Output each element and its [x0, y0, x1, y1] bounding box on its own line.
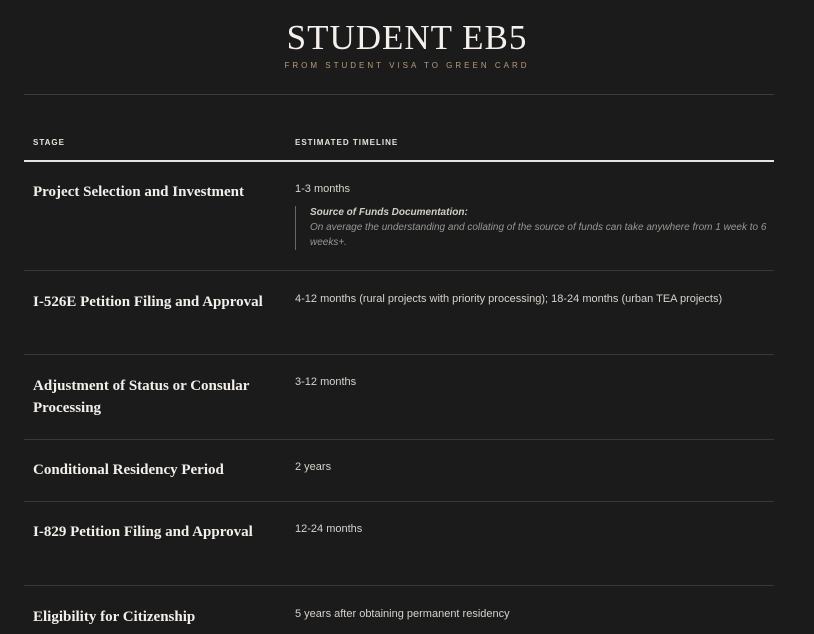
stage-name: I-526E Petition Filing and Approval — [33, 294, 263, 310]
funds-note — [295, 206, 780, 250]
stage-name: Adjustment of Status or Consular Processing — [33, 378, 250, 416]
timeline-value: 5 years after obtaining permanent residency — [295, 608, 510, 620]
timeline-value: 3-12 months — [295, 376, 357, 388]
table-row — [24, 355, 774, 439]
timeline-value: 1-3 months — [295, 183, 351, 195]
stage-name: Eligibility for Citizenship — [33, 609, 196, 625]
page-title: STUDENT EB5 — [286, 18, 528, 57]
stage-name: Project Selection and Investment — [33, 184, 244, 200]
page-subtitle: FROM STUDENT VISA TO GREEN CARD — [284, 61, 530, 70]
table-row — [24, 586, 774, 634]
header-divider — [24, 94, 774, 95]
column-header-stage: STAGE — [33, 138, 65, 147]
table-row — [24, 162, 774, 270]
table-row — [24, 502, 774, 585]
stage-name: Conditional Residency Period — [33, 462, 224, 478]
timeline-value: 2 years — [295, 461, 332, 473]
table-row — [24, 271, 774, 354]
stage-name: I-829 Petition Filing and Approval — [33, 524, 253, 540]
timeline-value: 4-12 months (rural projects with priority processing); 18-24 months (urban TEA projects) — [295, 293, 723, 305]
timeline-value: 12-24 months — [295, 523, 363, 535]
column-header-timeline: ESTIMATED TIMELINE — [295, 138, 399, 147]
note-text: On average the understanding and collating of the source of funds can take anywhere from 1 week to 6 weeks+. — [310, 222, 767, 248]
note-title: Source of Funds Documentation: — [310, 207, 468, 218]
table-row — [24, 440, 774, 501]
